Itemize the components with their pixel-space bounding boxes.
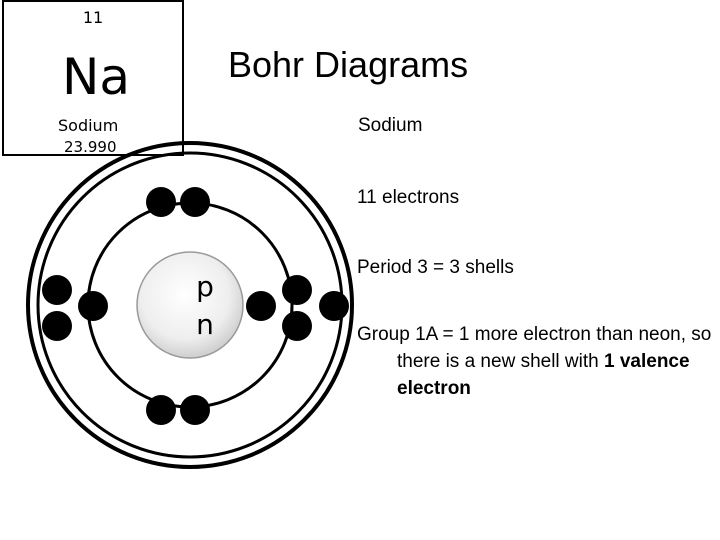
electron bbox=[319, 291, 349, 321]
period-text: Period 3 = 3 shells bbox=[357, 257, 514, 278]
electron bbox=[282, 275, 312, 305]
electron-count-text: 11 electrons bbox=[357, 187, 460, 208]
atomic-number: 11 bbox=[82, 8, 104, 27]
element-name-label: Sodium bbox=[58, 116, 119, 135]
electron bbox=[42, 275, 72, 305]
electron bbox=[180, 395, 210, 425]
electron bbox=[42, 311, 72, 341]
element-symbol: Na bbox=[62, 48, 131, 106]
proton-label: p bbox=[196, 270, 214, 303]
nucleus bbox=[137, 252, 243, 358]
slide-title: Bohr Diagrams bbox=[228, 44, 469, 85]
electron bbox=[78, 291, 108, 321]
electron bbox=[146, 187, 176, 217]
valence-electron-text: 1 valence electron bbox=[397, 351, 690, 399]
electron bbox=[180, 187, 210, 217]
electron bbox=[282, 311, 312, 341]
element-heading: Sodium bbox=[358, 115, 423, 136]
atomic-mass: 23.990 bbox=[64, 138, 117, 156]
group-text-body: Group 1A = 1 more electron than neon, so there is a new shell with bbox=[357, 324, 712, 372]
electron bbox=[246, 291, 276, 321]
neutron-label: n bbox=[196, 308, 214, 341]
electron bbox=[146, 395, 176, 425]
